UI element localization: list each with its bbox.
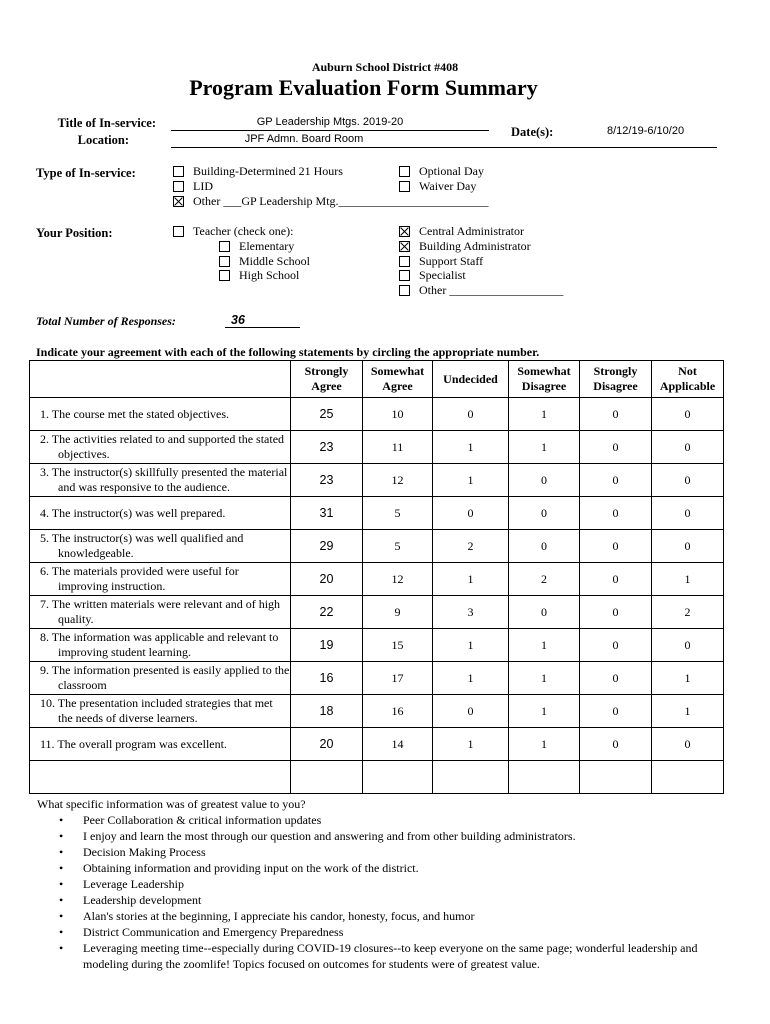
rating-count-cell[interactable]: 16 — [363, 695, 433, 728]
undecided-header: Undecided — [433, 361, 509, 398]
total-responses-underline — [225, 327, 300, 328]
empty-cell — [363, 761, 433, 794]
comment-item: • Alan's stories at the beginning, I appreciate his candor, honesty, focus, and humor — [37, 908, 737, 924]
rating-count-cell[interactable]: 0 — [433, 695, 509, 728]
dates-field[interactable]: 8/12/19-6/10/20 — [607, 125, 685, 137]
rating-count-cell[interactable]: 1 — [652, 563, 724, 596]
rating-count-cell[interactable]: 5 — [363, 497, 433, 530]
lid-option: LID — [193, 179, 213, 193]
comment-item: • Peer Collaboration & critical information updates — [37, 812, 737, 828]
rating-count-cell[interactable]: 0 — [580, 629, 652, 662]
rating-count-cell[interactable]: 0 — [509, 530, 580, 563]
statement-text: 7. The written materials were relevant and of high quality. — [40, 597, 281, 626]
rating-count-cell[interactable]: 23 — [291, 464, 363, 497]
teacher-option: Teacher (check one): — [193, 224, 294, 238]
empty-table-row — [30, 761, 724, 794]
rating-count-cell[interactable]: 1 — [433, 662, 509, 695]
rating-count-cell[interactable]: 0 — [580, 596, 652, 629]
table-row — [30, 431, 724, 464]
waiver-day-checkbox[interactable] — [399, 181, 410, 192]
rating-count-cell[interactable]: 1 — [433, 563, 509, 596]
other-inservice-checkbox[interactable] — [173, 196, 184, 207]
empty-cell — [509, 761, 580, 794]
total-responses-value[interactable]: 36 — [231, 313, 245, 327]
rating-count-cell[interactable]: 0 — [652, 398, 724, 431]
rating-count-cell[interactable]: 0 — [509, 464, 580, 497]
rating-count-cell[interactable]: 0 — [652, 497, 724, 530]
comment-item: • Decision Making Process — [37, 844, 737, 860]
comment-item: • Leadership development — [37, 892, 737, 908]
rating-count-cell[interactable]: 1 — [509, 629, 580, 662]
table-row — [30, 530, 724, 563]
empty-cell — [580, 761, 652, 794]
rating-count-cell[interactable]: 14 — [363, 728, 433, 761]
central-administrator-checkbox[interactable] — [399, 226, 410, 237]
other-inservice-option: Other ___GP Leadership Mtg._________________________ — [193, 194, 489, 208]
rating-count-cell[interactable]: 2 — [433, 530, 509, 563]
rating-count-cell[interactable]: 5 — [363, 530, 433, 563]
support-staff-option: Support Staff — [419, 254, 484, 268]
statement-cell — [30, 629, 291, 662]
rating-count-cell[interactable]: 29 — [291, 530, 363, 563]
rating-count-cell[interactable]: 0 — [509, 497, 580, 530]
strongly-agree-header: Strongly Agree — [291, 361, 363, 398]
inservice-title-underline — [171, 130, 489, 131]
empty-cell — [433, 761, 509, 794]
page-title: Program Evaluation Form Summary — [189, 75, 538, 100]
table-row — [30, 629, 724, 662]
table-row — [30, 728, 724, 761]
rating-count-cell[interactable]: 0 — [652, 728, 724, 761]
elementary-option: Elementary — [239, 239, 295, 253]
rating-count-cell[interactable]: 0 — [509, 596, 580, 629]
teacher-checkbox[interactable] — [173, 226, 184, 237]
location-underline — [171, 147, 717, 148]
building-administrator-checkbox[interactable] — [399, 241, 410, 252]
rating-count-cell[interactable]: 0 — [580, 431, 652, 464]
rating-count-cell[interactable]: 1 — [433, 728, 509, 761]
rating-count-cell[interactable]: 9 — [363, 596, 433, 629]
rating-count-cell[interactable]: 0 — [580, 398, 652, 431]
statement-text: 9. The information presented is easily applied to the classroom — [40, 663, 290, 692]
rating-count-cell[interactable]: 0 — [433, 497, 509, 530]
table-row — [30, 563, 724, 596]
inservice-title-field[interactable]: GP Leadership Mtgs. 2019-20 — [256, 116, 404, 128]
somewhat-agree-header: Somewhat Agree — [363, 361, 433, 398]
rating-count-cell[interactable]: 22 — [291, 596, 363, 629]
rating-count-cell[interactable]: 16 — [291, 662, 363, 695]
rating-count-cell[interactable]: 2 — [509, 563, 580, 596]
rating-count-cell[interactable]: 31 — [291, 497, 363, 530]
rating-count-cell[interactable]: 0 — [580, 728, 652, 761]
your-position-label: Your Position: — [36, 226, 113, 240]
rating-count-cell[interactable]: 0 — [580, 695, 652, 728]
empty-cell — [291, 761, 363, 794]
support-staff-checkbox[interactable] — [399, 256, 410, 267]
waiver-day-option: Waiver Day — [419, 179, 477, 193]
rating-count-cell[interactable]: 20 — [291, 563, 363, 596]
rating-count-cell[interactable]: 15 — [363, 629, 433, 662]
building-administrator-option: Building Administrator — [419, 239, 531, 253]
statement-text: 3. The instructor(s) skillfully presented the material and was responsive to the audience. — [40, 465, 288, 494]
optional-day-option: Optional Day — [419, 164, 484, 178]
rating-count-cell[interactable]: 12 — [363, 464, 433, 497]
statement-text: 5. The instructor(s) was well qualified and knowledgeable. — [40, 531, 244, 560]
rating-count-cell[interactable]: 1 — [509, 695, 580, 728]
somewhat-disagree-header: Somewhat Disagree — [509, 361, 580, 398]
rating-count-cell[interactable]: 17 — [363, 662, 433, 695]
specialist-checkbox[interactable] — [399, 270, 410, 281]
rating-count-cell[interactable]: 1 — [652, 662, 724, 695]
statement-header — [30, 361, 291, 398]
specialist-option: Specialist — [419, 268, 466, 282]
comment-item: • Leveraging meeting time--especially during COVID-19 closures--to keep everyone on the same page; wonderful leadership and modeling during the zoomlife! Topics focused on outcomes for students were of greatest value. — [37, 940, 737, 972]
statement-cell — [30, 662, 291, 695]
lid-checkbox[interactable] — [173, 181, 184, 192]
rating-count-cell[interactable]: 0 — [652, 431, 724, 464]
statement-text: 11. The overall program was excellent. — [40, 736, 227, 751]
high-school-option: High School — [239, 268, 300, 282]
table-row — [30, 662, 724, 695]
building-determined-option: Building-Determined 21 Hours — [193, 164, 343, 178]
statement-text: 6. The materials provided were useful for improving instruction. — [40, 564, 239, 593]
comments-list — [37, 812, 737, 972]
statement-text: 1. The course met the stated objectives. — [40, 406, 230, 421]
statement-cell — [30, 497, 291, 530]
rating-count-cell[interactable]: 10 — [363, 398, 433, 431]
rating-count-cell[interactable]: 1 — [509, 398, 580, 431]
comment-item: • Leverage Leadership — [37, 876, 737, 892]
district-name: Auburn School District #408 — [311, 60, 459, 74]
statement-cell — [30, 530, 291, 563]
statement-cell — [30, 464, 291, 497]
location-label: Location: — [77, 133, 129, 147]
building-determined-checkbox[interactable] — [173, 166, 184, 177]
rating-count-cell[interactable]: 11 — [363, 431, 433, 464]
statement-text: 8. The information was applicable and relevant to improving student learning. — [40, 630, 279, 659]
rating-count-cell[interactable]: 19 — [291, 629, 363, 662]
statement-cell — [30, 596, 291, 629]
rating-count-cell[interactable]: 0 — [652, 629, 724, 662]
rating-count-cell[interactable]: 1 — [509, 728, 580, 761]
total-responses-label: Total Number of Responses: — [36, 314, 176, 328]
rating-count-cell[interactable]: 0 — [652, 530, 724, 563]
table-instructions: Indicate your agreement with each of the following statements by circling the appropriate number. — [36, 345, 540, 359]
not-applicable-header: Not Applicable — [652, 361, 724, 398]
high-school-checkbox[interactable] — [219, 270, 230, 281]
rating-count-cell[interactable]: 1 — [652, 695, 724, 728]
comment-item: • District Communication and Emergency Preparedness — [37, 924, 737, 940]
rating-count-cell[interactable]: 0 — [580, 563, 652, 596]
empty-cell — [652, 761, 724, 794]
empty-cell — [30, 761, 291, 794]
rating-count-cell[interactable]: 1 — [509, 662, 580, 695]
table-row — [30, 464, 724, 497]
inservice-title-label: Title of In-service: — [57, 116, 156, 130]
statement-cell — [30, 398, 291, 431]
rating-count-cell[interactable]: 0 — [433, 398, 509, 431]
comment-item: • I enjoy and learn the most through our question and answering and from other building administrators. — [37, 828, 737, 844]
elementary-checkbox[interactable] — [219, 241, 230, 252]
statement-cell — [30, 695, 291, 728]
comments-question: What specific information was of greatest value to you? — [37, 797, 306, 811]
rating-count-cell[interactable]: 0 — [652, 464, 724, 497]
survey-results-table — [29, 360, 724, 794]
middle-school-option: Middle School — [239, 254, 310, 268]
comment-item: • Obtaining information and providing input on the work of the district. — [37, 860, 737, 876]
rating-count-cell[interactable]: 1 — [433, 629, 509, 662]
strongly-disagree-header: Strongly Disagree — [580, 361, 652, 398]
statement-cell — [30, 431, 291, 464]
rating-count-cell[interactable]: 18 — [291, 695, 363, 728]
central-administrator-option: Central Administrator — [419, 224, 524, 238]
location-field[interactable]: JPF Admn. Board Room — [244, 133, 364, 145]
table-row — [30, 497, 724, 530]
statement-cell — [30, 563, 291, 596]
statement-text: 10. The presentation included strategies that met the needs of diverse learners. — [40, 696, 273, 725]
table-header-row — [30, 361, 724, 398]
rating-count-cell[interactable]: 2 — [652, 596, 724, 629]
statement-text: 4. The instructor(s) was well prepared. — [40, 505, 226, 520]
rating-count-cell[interactable]: 3 — [433, 596, 509, 629]
rating-count-cell[interactable]: 0 — [580, 530, 652, 563]
rating-count-cell[interactable]: 1 — [509, 431, 580, 464]
comments-section — [37, 796, 737, 972]
other-position-option: Other ___________________ — [419, 283, 564, 297]
rating-count-cell[interactable]: 1 — [433, 431, 509, 464]
type-of-inservice-label: Type of In-service: — [36, 166, 136, 180]
rating-count-cell[interactable]: 0 — [580, 497, 652, 530]
rating-count-cell[interactable]: 20 — [291, 728, 363, 761]
middle-school-checkbox[interactable] — [219, 256, 230, 267]
rating-count-cell[interactable]: 23 — [291, 431, 363, 464]
rating-count-cell[interactable]: 0 — [580, 464, 652, 497]
rating-count-cell[interactable]: 1 — [433, 464, 509, 497]
table-row — [30, 596, 724, 629]
table-row — [30, 398, 724, 431]
rating-count-cell[interactable]: 12 — [363, 563, 433, 596]
statement-text: 2. The activities related to and supported the stated objectives. — [40, 432, 285, 461]
table-row — [30, 695, 724, 728]
statement-cell — [30, 728, 291, 761]
rating-count-cell[interactable]: 25 — [291, 398, 363, 431]
other-position-checkbox[interactable] — [399, 285, 410, 296]
dates-label: Date(s): — [511, 125, 554, 139]
optional-day-checkbox[interactable] — [399, 166, 410, 177]
rating-count-cell[interactable]: 0 — [580, 662, 652, 695]
